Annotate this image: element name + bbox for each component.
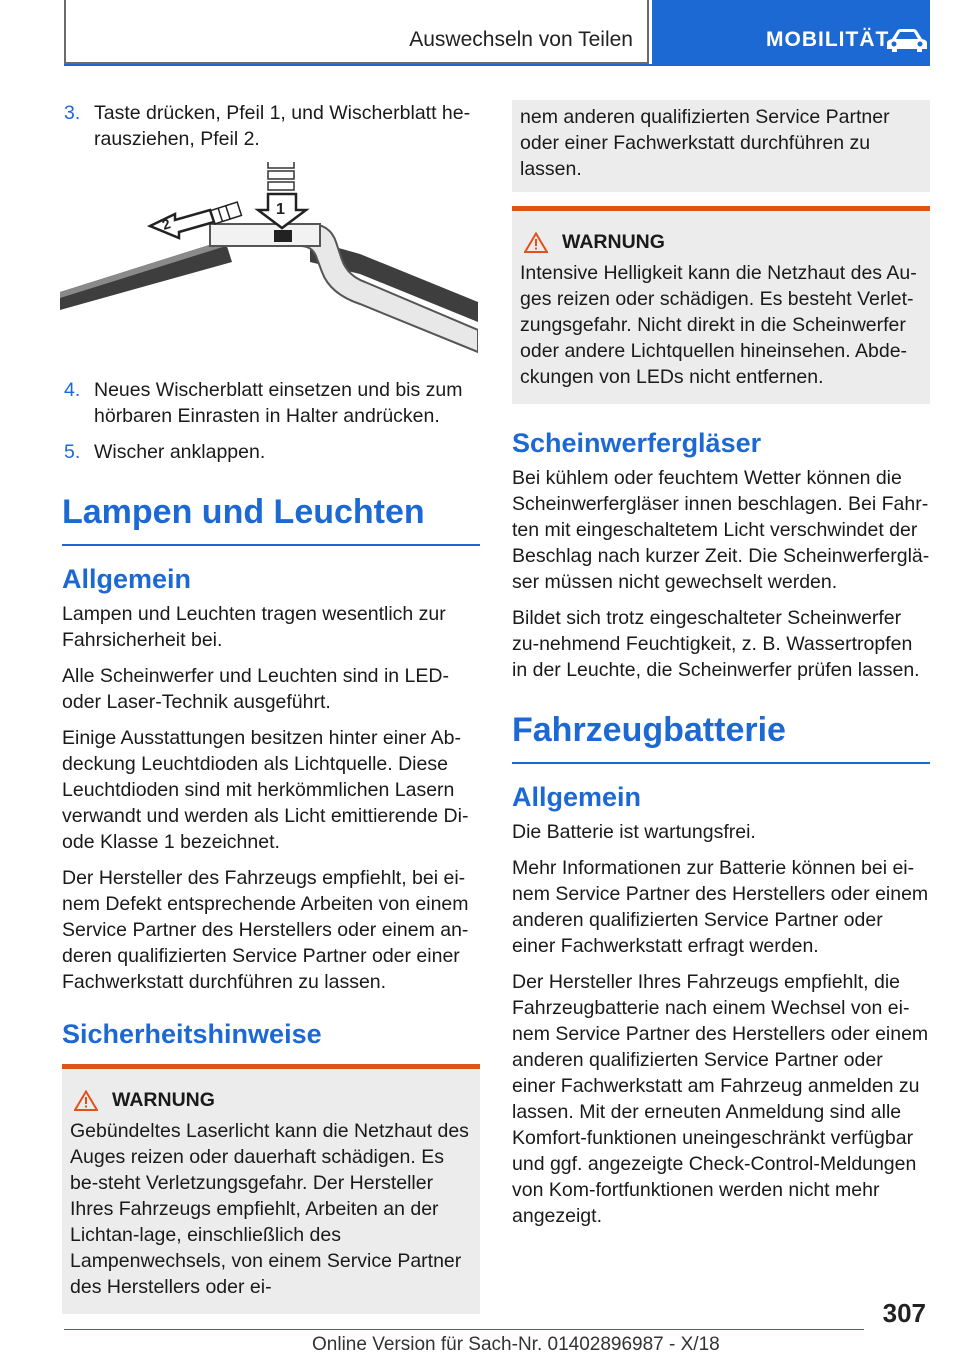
step-number: 5. — [64, 441, 81, 463]
page-header — [0, 0, 960, 66]
header-rule — [64, 64, 930, 66]
arrow-label-1: 1 — [276, 201, 285, 218]
warning-text: Gebündeltes Laserlicht kann die Netzhaut des Auges reizen oder dauerhaft schädigen. Es be-steht Verletzungsgefahr. Der Hersteller Ihres Fahrzeugs empfiehlt, Arbeiten an der Lichtan-lage, einschließlich des Lampenwechsels, von einem Service Partner des Herstellers oder ei- — [70, 1120, 469, 1298]
tab-label: MOBILITÄT — [766, 28, 890, 51]
heading-allgemein: Allgemein — [62, 564, 192, 594]
step-text: Wischer anklappen. — [94, 441, 266, 463]
heading-scheinwerferglaeser: Scheinwerfergläser — [512, 428, 762, 458]
step-4 — [62, 377, 480, 429]
paragraph: Der Hersteller des Fahrzeugs empfiehlt, bei ei-nem Defekt entsprechende Arbeiten von einem Service Partner des Herstellers oder einem an-deren qualifizierten Service Partner oder einer Fachwerkstatt durchführen zu lassen. — [62, 867, 469, 993]
warning-text: Intensive Helligkeit kann die Netzhaut des Au-ges reizen oder schädigen. Es besteht Verlet-zungsgefahr. Nicht direkt in die Scheinwerfer oder andere Lichtquellen hineinsehen. Abde-ckungen von LEDs nicht entfernen. — [520, 262, 917, 388]
tab-mobilitaet[interactable] — [652, 0, 930, 66]
heading-fahrzeugbatterie: Fahrzeugbatterie — [512, 711, 930, 764]
car-icon — [886, 26, 928, 54]
online-version-note: Online Version für Sach-Nr. 01402896987 - X/18 — [312, 1334, 720, 1355]
section-title-box — [64, 0, 649, 64]
arrow-label-2: 2 — [159, 215, 173, 233]
warning-label: WARNUNG — [112, 1089, 215, 1111]
step-text: Neues Wischerblatt einsetzen und bis zum hörbaren Einrasten in Halter andrücken. — [94, 379, 463, 427]
paragraph: Bildet sich trotz eingeschalteter Scheinwerfer zu-nehmend Feuchtigkeit, z. B. Wassertropfen in der Leuchte, die Scheinwerfer prüfen lassen. — [512, 607, 920, 681]
warning-triangle-icon — [74, 1090, 98, 1111]
right-column — [512, 100, 930, 1239]
heading-sicherheitshinweise: Sicherheitshinweise — [62, 1019, 322, 1049]
page-number: 307 — [882, 1298, 926, 1328]
step-number: 3. — [64, 102, 81, 124]
heading-allgemein: Allgemein — [512, 782, 642, 812]
footer-rule — [64, 1329, 864, 1330]
warning-title — [70, 1089, 472, 1112]
paragraph: Bei kühlem oder feuchtem Wetter können die Scheinwerfergläser innen beschlagen. Bei Fahr-ten mit eingeschaltetem Licht verschwindet der Beschlag nach kurzer Zeit. Die Scheinwerferglä-ser müssen nicht gewechselt werden. — [512, 467, 930, 593]
step-text: Taste drücken, Pfeil 1, und Wischerblatt he-rausziehen, Pfeil 2. — [94, 102, 471, 150]
warning-triangle-icon — [524, 232, 548, 253]
warning-label: WARNUNG — [562, 231, 665, 253]
warning-title — [520, 231, 922, 254]
paragraph: Der Hersteller Ihres Fahrzeugs empfiehlt, die Fahrzeugbatterie nach einem Wechsel von ei-nem Service Partner des Herstellers oder einem anderen qualifizierten Service Partner oder einer Fachwerkstatt am Fahrzeug anmelden zu lassen. Mit der erneuten Anmeldung sind alle Komfort-funktionen uneingeschränkt verfügbar und ggf. angezeigte Check-Control-Meldungen von Kom-fortfunktionen werden nicht mehr angezeigt. — [512, 971, 929, 1227]
step-3 — [62, 100, 480, 152]
warning-box — [512, 206, 930, 404]
step-number: 4. — [64, 379, 81, 401]
section-title: Auswechseln von Teilen — [409, 28, 633, 51]
wiper-blade-illustration — [60, 162, 478, 362]
paragraph: Die Batterie ist wartungsfrei. — [512, 821, 756, 843]
warning-box — [62, 1064, 480, 1314]
paragraph: Mehr Informationen zur Batterie können bei ei-nem Service Partner des Herstellers oder einem anderen qualifizierten Service Partner oder einer Fachwerkstatt erfragt werden. — [512, 857, 929, 957]
paragraph: Alle Scheinwerfer und Leuchten sind in LED- oder Laser-Technik ausgeführt. — [62, 665, 449, 713]
step-5 — [62, 439, 480, 465]
paragraph: Lampen und Leuchten tragen wesentlich zur Fahrsicherheit bei. — [62, 603, 446, 651]
heading-lampen-leuchten: Lampen und Leuchten — [62, 493, 480, 546]
warning-continuation: nem anderen qualifizierten Service Partner oder einer Fachwerkstatt durchführen zu lassen. — [512, 100, 930, 192]
paragraph: Einige Ausstattungen besitzen hinter einer Ab-deckung Leuchtdioden als Lichtquelle. Diese Leuchtdioden sind mit herkömmlichen Lasern verwandt und werden als Licht emittierende Di-ode Klasse 1 bezeichnet. — [62, 727, 469, 853]
left-column — [62, 100, 480, 1314]
